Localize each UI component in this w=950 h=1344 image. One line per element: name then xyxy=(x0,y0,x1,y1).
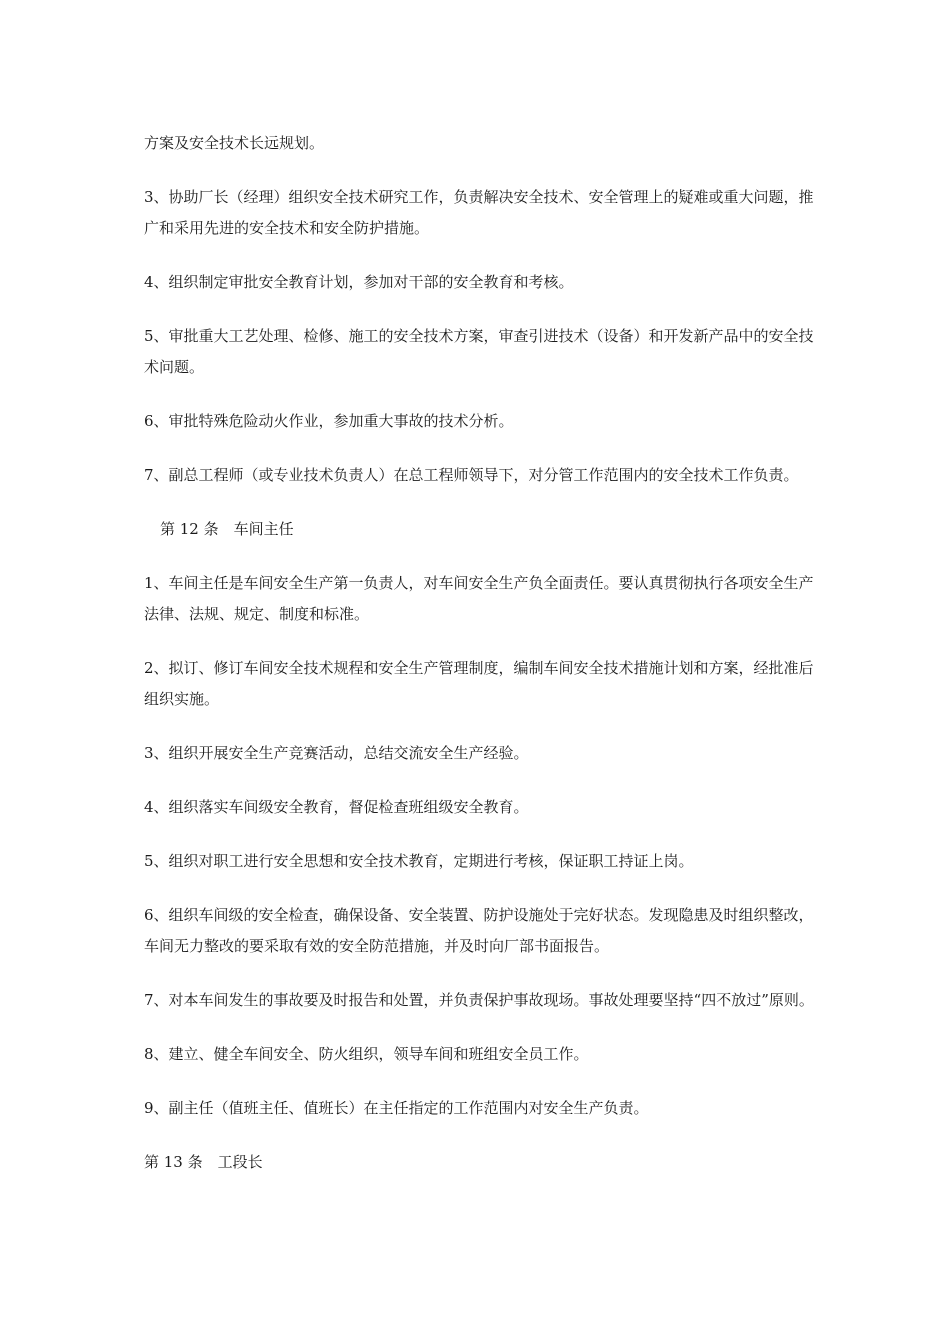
paragraph-item: 2、拟订、修订车间安全技术规程和安全生产管理制度，编制车间安全技术措施计划和方案，经批准后组织实施。 xyxy=(144,659,814,708)
paragraph-item: 7、副总工程师（或专业技术负责人）在总工程师领导下，对分管工作范围内的安全技术工作负责。 xyxy=(144,466,799,484)
paragraph-item: 5、审批重大工艺处理、检修、施工的安全技术方案，审查引进技术（设备）和开发新产品中的安全技术问题。 xyxy=(144,327,814,376)
document-body xyxy=(144,128,816,1201)
article-13-heading: 第 13 条 工段长 xyxy=(144,1153,263,1171)
intro-line: 方案及安全技术长远规划。 xyxy=(144,134,325,152)
paragraph-item: 7、对本车间发生的事故要及时报告和处置，并负责保护事故现场。事故处理要坚持“四不放过”原则。 xyxy=(144,991,814,1009)
paragraph-item: 1、车间主任是车间安全生产第一负责人，对车间安全生产负全面责任。要认真贯彻执行各项安全生产法律、法规、规定、制度和标准。 xyxy=(144,574,814,623)
paragraph-item: 6、审批特殊危险动火作业，参加重大事故的技术分析。 xyxy=(144,412,514,430)
article-12-heading: 第 12 条 车间主任 xyxy=(160,520,294,538)
paragraph-item: 3、组织开展安全生产竞赛活动，总结交流安全生产经验。 xyxy=(144,744,529,762)
paragraph-item: 6、组织车间级的安全检查，确保设备、安全装置、防护设施处于完好状态。发现隐患及时组织整改，车间无力整改的要采取有效的安全防范措施，并及时向厂部书面报告。 xyxy=(144,906,814,955)
paragraph-item: 3、协助厂长（经理）组织安全技术研究工作，负责解决安全技术、安全管理上的疑难或重大问题，推广和采用先进的安全技术和安全防护措施。 xyxy=(144,188,814,237)
paragraph-item: 4、组织制定审批安全教育计划，参加对干部的安全教育和考核。 xyxy=(144,273,574,291)
paragraph-item: 8、建立、健全车间安全、防火组织，领导车间和班组安全员工作。 xyxy=(144,1045,589,1063)
paragraph-item: 9、副主任（值班主任、值班长）在主任指定的工作范围内对安全生产负责。 xyxy=(144,1099,649,1117)
paragraph-item: 4、组织落实车间级安全教育，督促检查班组级安全教育。 xyxy=(144,798,529,816)
paragraph-item: 5、组织对职工进行安全思想和安全技术教育，定期进行考核，保证职工持证上岗。 xyxy=(144,852,694,870)
